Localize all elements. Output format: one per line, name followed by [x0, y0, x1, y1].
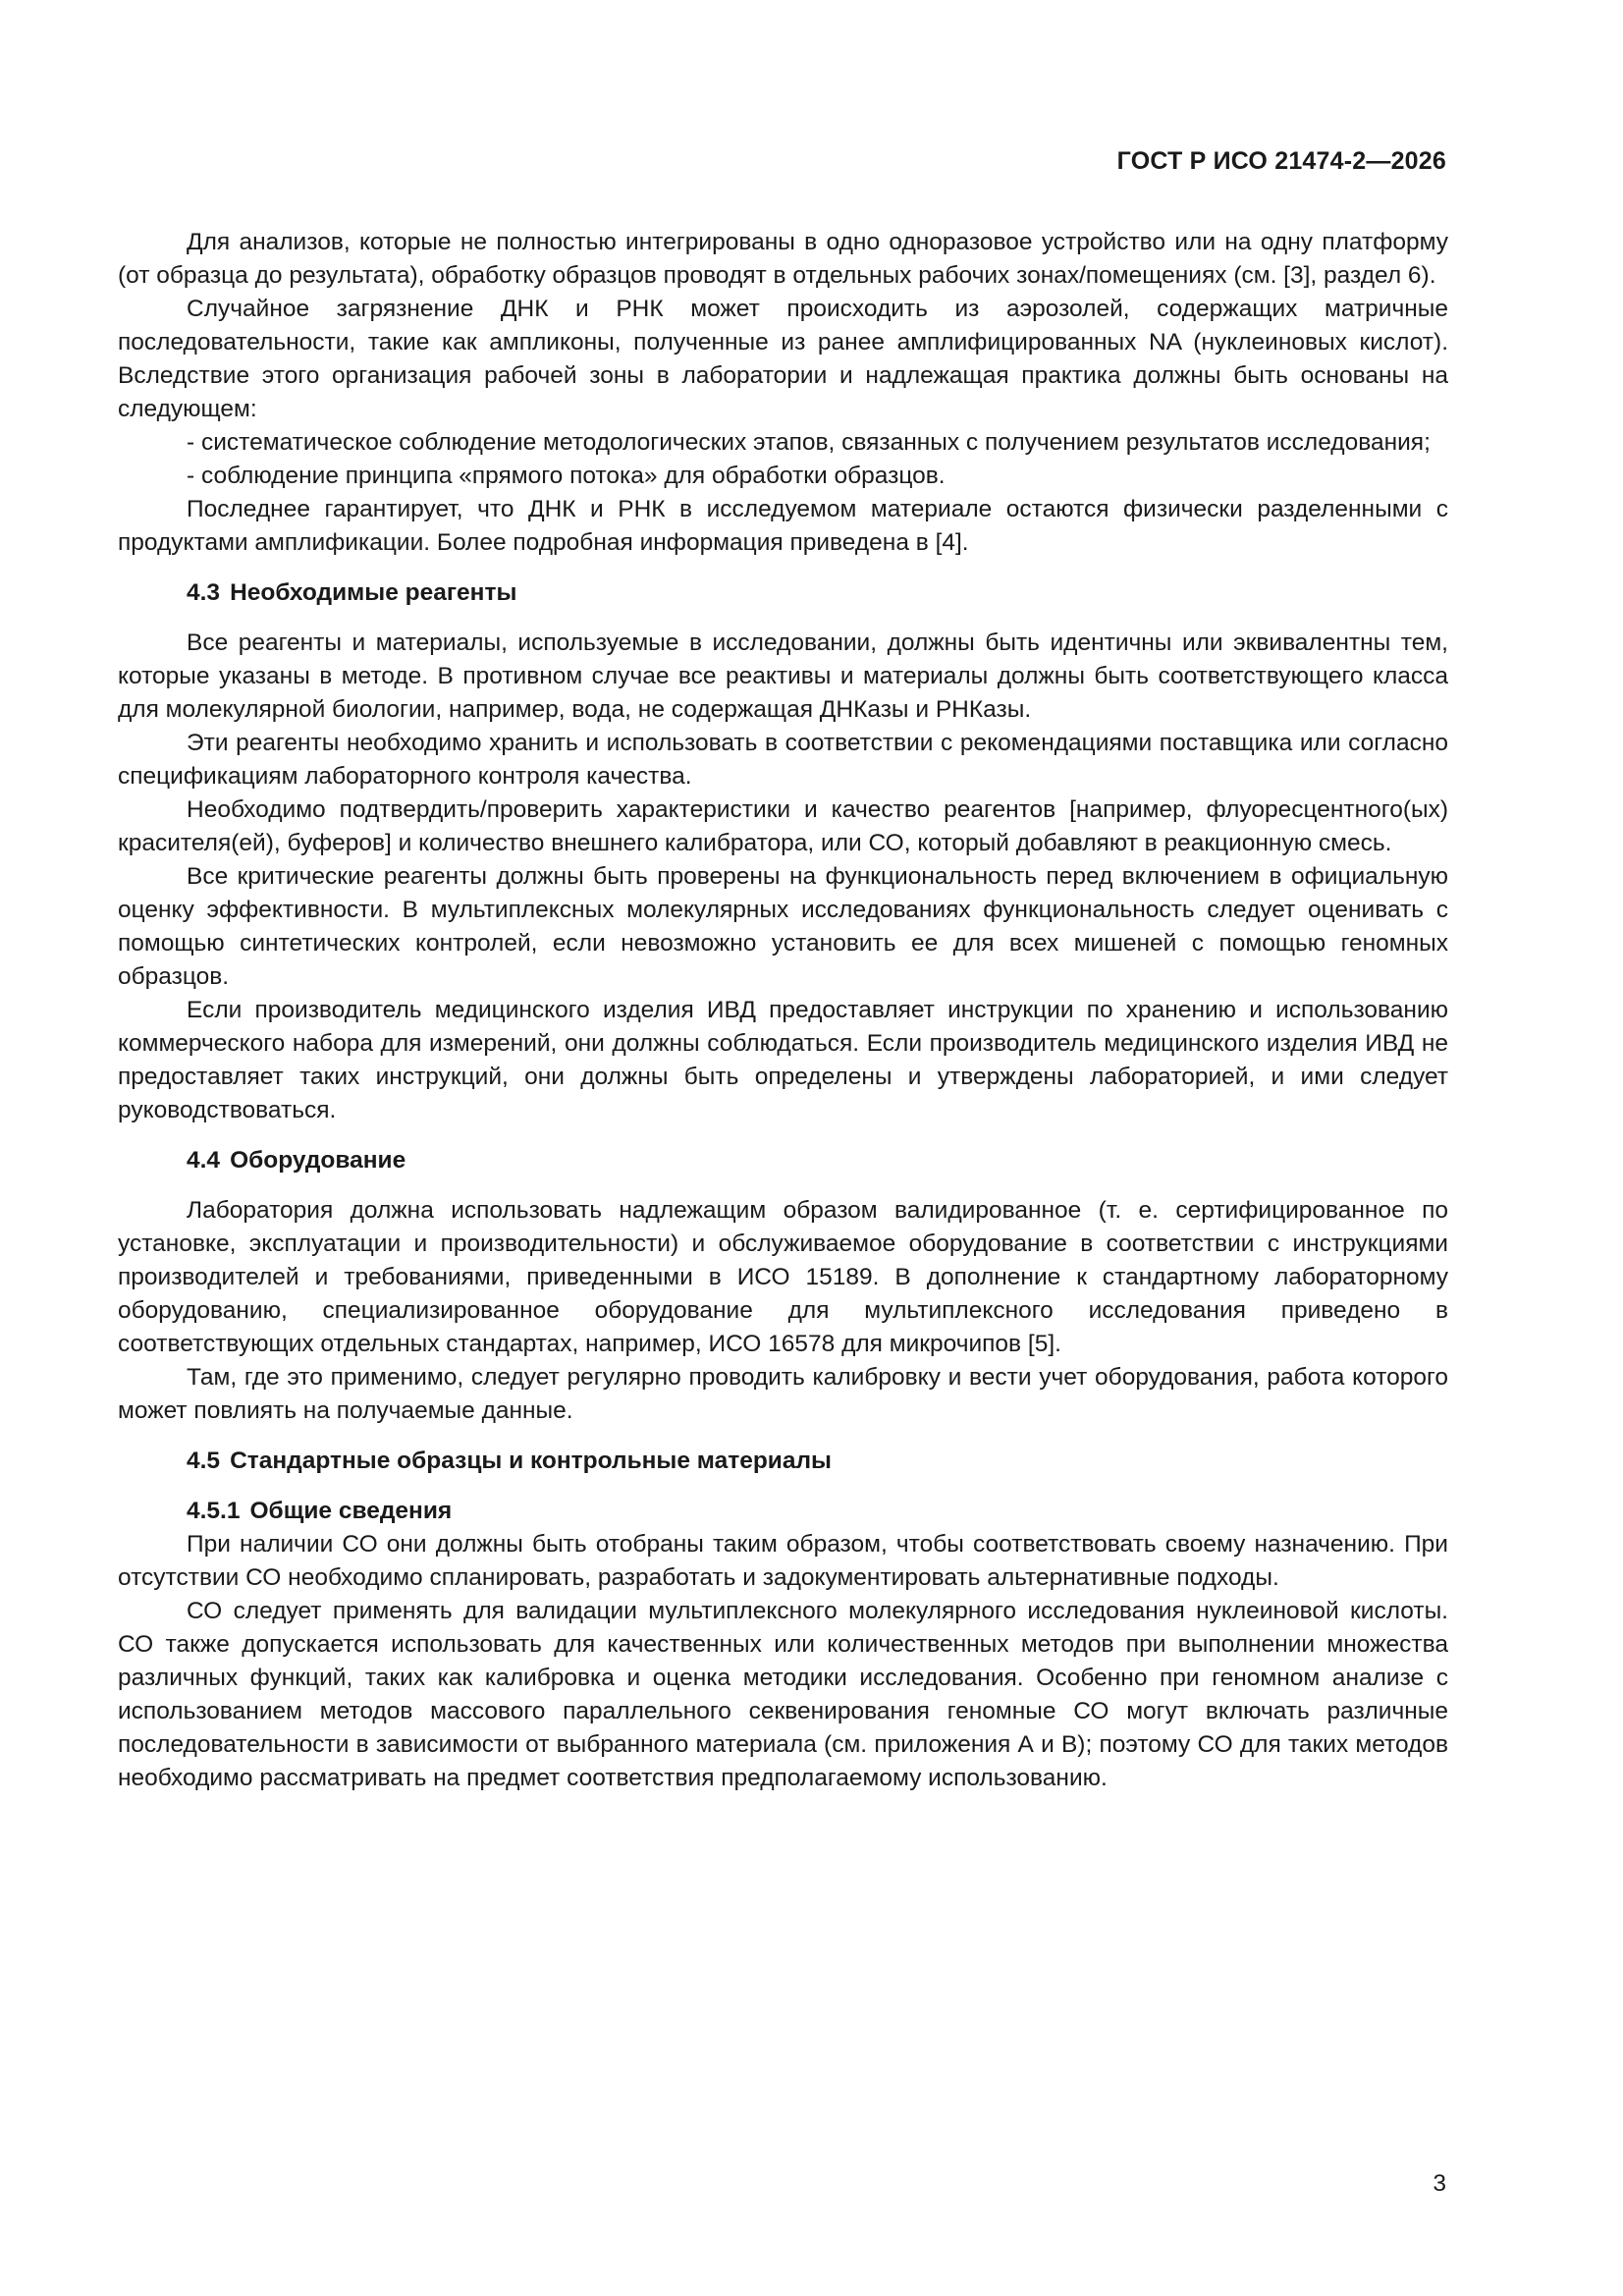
section-4-3-paragraph-3: Необходимо подтвердить/проверить характеристики и качество реагентов [например, флуоресцентного(ых) красителя(ей), буферов] и количество внешнего калибратора, или СО, который добавляют в реакционную смесь.	[118, 796, 1448, 856]
section-number: 4.5	[187, 1448, 221, 1474]
section-number: 4.4	[187, 1147, 221, 1174]
intro-paragraph-2: Случайное загрязнение ДНК и РНК может происходить из аэрозолей, содержащих матричные последовательности, такие как ампликоны, полученные из ранее амплифицированных NA (нуклеиновых кислот). Вследствие этого организация рабочей зоны в лаборатории и надлежащая практика должны быть основаны на следующем:	[118, 296, 1448, 422]
section-4-4-paragraph-1: Лаборатория должна использовать надлежащим образом валидированное (т. е. сертифицированное по установке, эксплуатации и производительности) и обслуживаемое оборудование в соответствии с инструкциями производителей и требованиями, приведенными в ИСО 15189. В дополнение к стандартному лабораторному оборудованию, специализированное оборудование для мультиплексного исследования приведено в соответствующих отдельных стандартах, например, ИСО 16578 для микрочипов [5].	[118, 1197, 1448, 1357]
section-4-5-1-paragraph-2: СО следует применять для валидации мультиплексного молекулярного исследования нуклеиновой кислоты. СО также допускается использовать для качественных или количественных методов при выполнении множества различных функций, таких как калибровка и оценка методики исследования. Особенно при геномном анализе с использованием методов массового параллельного секвенирования геномные СО могут включать различные последовательности в зависимости от выбранного материала (см. приложения А и В); поэтому СО для таких методов необходимо рассматривать на предмет соответствия предполагаемому использованию.	[118, 1598, 1448, 1791]
section-4-3-paragraph-2: Эти реагенты необходимо хранить и использовать в соответствии с рекомендациями поставщика или согласно спецификациям лабораторного контроля качества.	[118, 730, 1448, 790]
section-4-4-paragraph-2: Там, где это применимо, следует регулярно проводить калибровку и вести учет оборудования, работа которого может повлиять на получаемые данные.	[118, 1364, 1448, 1424]
section-4-3-paragraph-4: Все критические реагенты должны быть проверены на функциональность перед включением в официальную оценку эффективности. В мультиплексных молекулярных исследованиях функциональность следует оценивать с помощью синтетических контролей, если невозможно установить ее для всех мишеней с помощью геномных образцов.	[118, 863, 1448, 990]
page-number: 3	[1433, 2170, 1446, 2197]
section-4-5-1-paragraph-1: При наличии СО они должны быть отобраны таким образом, чтобы соответствовать своему назначению. При отсутствии СО необходимо спланировать, разработать и задокументировать альтернативные подходы.	[118, 1531, 1448, 1591]
intro-list-item-1: - систематическое соблюдение методологических этапов, связанных с получением результатов исследования;	[187, 429, 1431, 456]
intro-paragraph-3: Последнее гарантирует, что ДНК и РНК в исследуемом материале остаются физически разделенными с продуктами амплификации. Более подробная информация приведена в [4].	[118, 496, 1448, 556]
section-4-3-paragraph-1: Все реагенты и материалы, используемые в исследовании, должны быть идентичны или эквивалентны тем, которые указаны в методе. В противном случае все реактивы и материалы должны быть соответствующего класса для молекулярной биологии, например, вода, не содержащая ДНКазы и РНКазы.	[118, 629, 1448, 723]
intro-paragraph-1: Для анализов, которые не полностью интегрированы в одно одноразовое устройство или на одну платформу (от образца до результата), обработку образцов проводят в отдельных рабочих зонах/помещениях (см. [3], раздел 6).	[118, 229, 1448, 289]
section-title: Необходимые реагенты	[230, 579, 517, 606]
document-header: ГОСТ Р ИСО 21474-2—2026	[1116, 147, 1446, 175]
section-4-4-heading	[118, 1144, 1448, 1177]
section-4-3-heading	[118, 576, 1448, 610]
section-title: Общие сведения	[249, 1498, 453, 1524]
document-body	[118, 226, 1448, 1795]
section-title: Оборудование	[230, 1147, 406, 1174]
section-title: Стандартные образцы и контрольные материалы	[230, 1448, 832, 1474]
section-number: 4.5.1	[187, 1498, 241, 1524]
section-4-3-paragraph-5: Если производитель медицинского изделия ИВД предоставляет инструкции по хранению и использованию коммерческого набора для измерений, они должны соблюдаться. Если производитель медицинского изделия ИВД не предоставляет таких инструкций, они должны быть определены и утверждены лабораторией, и ими следует руководствоваться.	[118, 997, 1448, 1123]
section-4-5-1-heading	[118, 1495, 1448, 1528]
section-number: 4.3	[187, 579, 221, 606]
section-4-5-heading	[118, 1445, 1448, 1478]
intro-list-item-2: - соблюдение принципа «прямого потока» для обработки образцов.	[187, 463, 946, 489]
